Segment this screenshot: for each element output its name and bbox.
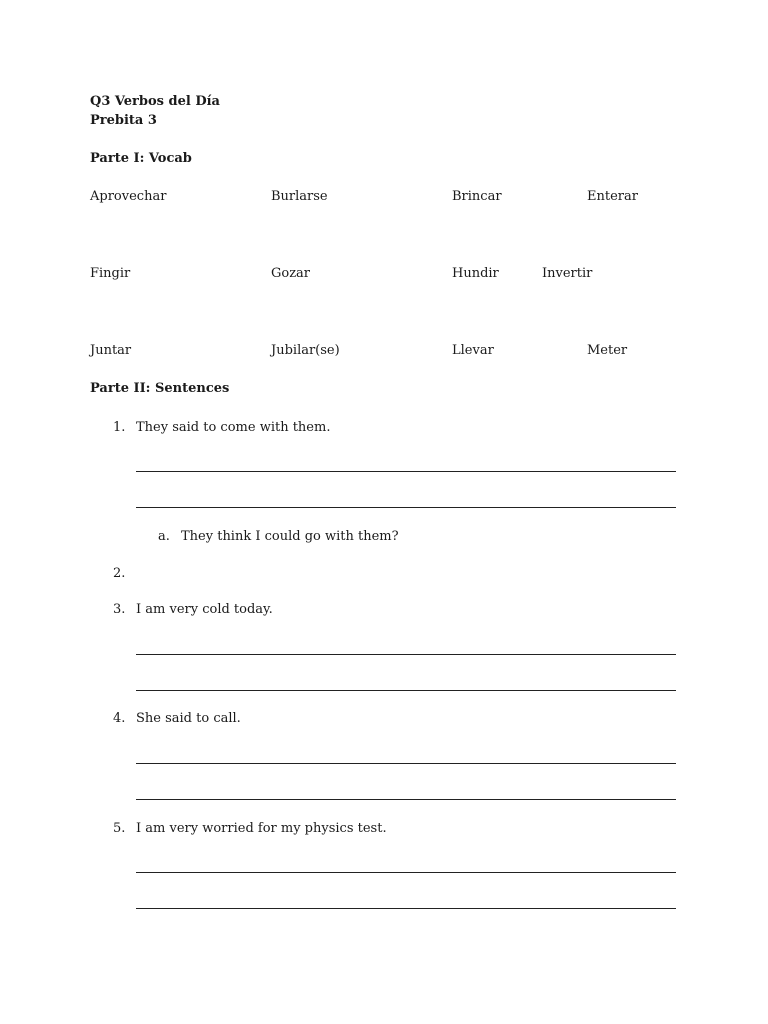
item-number: 5. bbox=[113, 821, 126, 836]
vocab-word: Gozar bbox=[271, 266, 311, 281]
document-subtitle: Prebita 3 bbox=[90, 113, 157, 128]
answer-line[interactable] bbox=[136, 654, 676, 655]
item-number: 4. bbox=[113, 711, 126, 726]
sub-item-letter: a. bbox=[158, 529, 170, 544]
answer-line[interactable] bbox=[136, 471, 676, 472]
answer-line[interactable] bbox=[136, 763, 676, 764]
vocab-word: Meter bbox=[587, 343, 628, 358]
part2-heading: Parte II: Sentences bbox=[90, 381, 230, 396]
vocab-word: Burlarse bbox=[271, 189, 328, 204]
answer-line[interactable] bbox=[136, 799, 676, 800]
answer-line[interactable] bbox=[136, 908, 676, 909]
answer-line[interactable] bbox=[136, 507, 676, 508]
vocab-word: Brincar bbox=[452, 189, 502, 204]
item-prompt: I am very cold today. bbox=[136, 602, 273, 617]
vocab-word: Jubilar(se) bbox=[271, 343, 340, 358]
document-title: Q3 Verbos del Día bbox=[90, 94, 220, 109]
item-prompt: They said to come with them. bbox=[136, 420, 331, 435]
vocab-word: Invertir bbox=[542, 266, 593, 281]
part1-heading: Parte I: Vocab bbox=[90, 151, 192, 166]
sub-item-prompt: They think I could go with them? bbox=[181, 529, 399, 544]
vocab-word: Fingir bbox=[90, 266, 131, 281]
vocab-word: Enterar bbox=[587, 189, 638, 204]
item-number: 1. bbox=[113, 420, 126, 435]
item-number: 2. bbox=[113, 566, 126, 581]
item-prompt: She said to call. bbox=[136, 711, 241, 726]
item-number: 3. bbox=[113, 602, 126, 617]
vocab-word: Hundir bbox=[452, 266, 499, 281]
item-prompt: I am very worried for my physics test. bbox=[136, 821, 387, 836]
answer-line[interactable] bbox=[136, 872, 676, 873]
vocab-word: Llevar bbox=[452, 343, 494, 358]
vocab-word: Juntar bbox=[90, 343, 132, 358]
answer-line[interactable] bbox=[136, 690, 676, 691]
vocab-word: Aprovechar bbox=[90, 189, 167, 204]
